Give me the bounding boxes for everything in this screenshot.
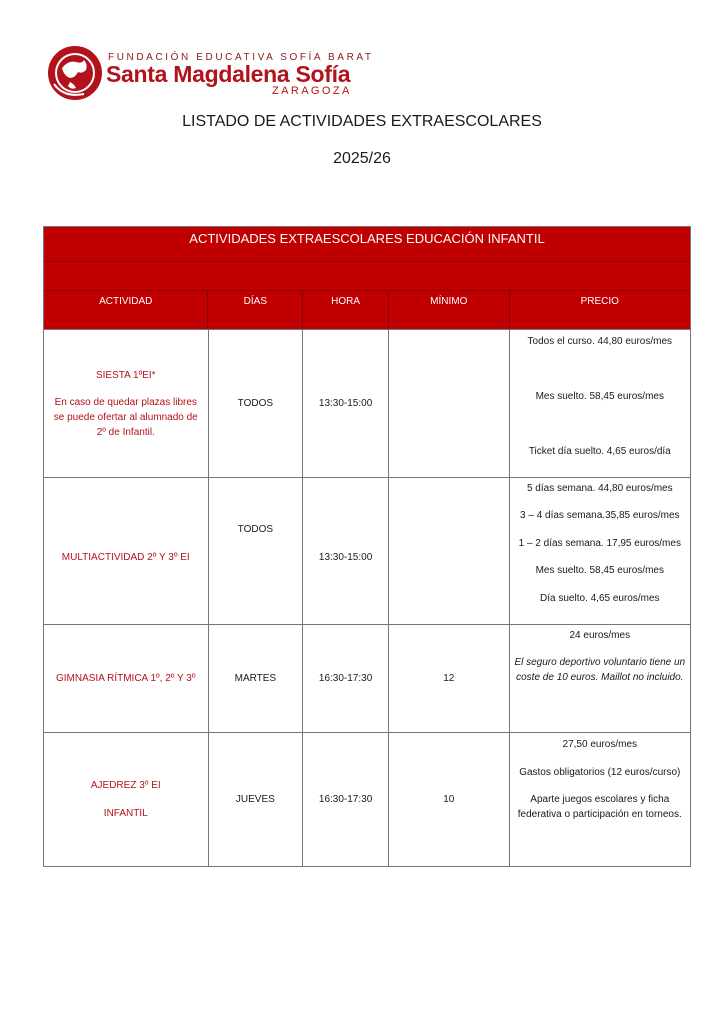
activities-table <box>43 226 691 867</box>
table-heading-spacer <box>44 261 690 290</box>
hour-cell: 13:30-15:00 <box>303 330 389 477</box>
activity-cell <box>44 625 209 732</box>
price-note: coste de 10 euros. Maillot no incluido. <box>516 672 684 683</box>
activity-note: se puede ofertar al alumnado de <box>53 411 198 423</box>
table-row <box>44 329 690 477</box>
hour-cell: 16:30-17:30 <box>303 733 389 866</box>
price-line: Mes suelto. 58,45 euros/mes <box>535 391 664 402</box>
price-line: federativa o participación en torneos. <box>517 809 682 820</box>
school-logo <box>46 42 374 104</box>
activity-cell <box>44 330 209 477</box>
column-header-hour: HORA <box>303 291 389 329</box>
price-note: El seguro deportivo voluntario tiene un <box>514 657 686 668</box>
activity-cell <box>44 478 209 624</box>
table-header-row <box>44 290 690 329</box>
price-line: 27,50 euros/mes <box>562 739 638 750</box>
table-row <box>44 624 690 732</box>
price-line: Día suelto. 4,65 euros/mes <box>540 593 660 604</box>
activity-name: SIESTA 1ºEI* <box>95 369 156 381</box>
column-header-price: PRECIO <box>580 296 619 307</box>
price-line: 24 euros/mes <box>569 630 631 641</box>
activity-name: INFANTIL <box>103 807 148 819</box>
price-line: Gastos obligatorios (12 euros/curso) <box>519 767 681 778</box>
table-row <box>44 732 690 866</box>
globe-emblem-icon <box>46 44 104 102</box>
price-line: Todos el curso. 44,80 euros/mes <box>527 336 673 347</box>
minimum-cell <box>389 330 510 477</box>
price-line: Aparte juegos escolares y ficha <box>530 794 670 805</box>
activity-name: GIMNASIA RÍTMICA 1º, 2º Y 3º <box>55 673 196 684</box>
logo-city: ZARAGOZA <box>272 85 352 97</box>
column-header-days: DÍAS <box>208 291 303 329</box>
activity-cell <box>44 733 209 866</box>
hour-cell: 13:30-15:00 <box>303 478 389 624</box>
minimum-cell: 12 <box>389 625 510 732</box>
document-year: 2025/26 <box>333 150 391 167</box>
price-line: 1 – 2 días semana. 17,95 euros/mes <box>518 538 681 549</box>
table-heading: ACTIVIDADES EXTRAESCOLARES EDUCACIÓN INFANTIL <box>44 227 690 261</box>
price-line: 3 – 4 días semana.35,85 euros/mes <box>520 510 680 521</box>
price-cell <box>510 733 690 866</box>
column-header-minimum: MÍNIMO <box>389 291 510 329</box>
minimum-cell <box>389 478 510 624</box>
days-cell: JUEVES <box>209 733 304 866</box>
table-row <box>44 477 690 624</box>
minimum-cell: 10 <box>389 733 510 866</box>
price-line: 5 días semana. 44,80 euros/mes <box>526 483 673 494</box>
days-cell <box>209 478 304 624</box>
document-title: LISTADO DE ACTIVIDADES EXTRAESCOLARES <box>182 113 542 130</box>
days-cell: TODOS <box>209 330 304 477</box>
price-cell <box>510 330 690 477</box>
price-line: Mes suelto. 58,45 euros/mes <box>535 565 664 576</box>
price-cell <box>510 478 690 624</box>
hour-cell: 16:30-17:30 <box>303 625 389 732</box>
activity-name: MULTIACTIVIDAD 2º Y 3º EI <box>61 551 190 563</box>
activity-note: En caso de quedar plazas libres <box>54 396 197 408</box>
activity-note: 2º de Infantil. <box>96 426 155 438</box>
activity-name: AJEDREZ 3º EI <box>90 779 161 791</box>
logo-foundation-name: FUNDACIÓN EDUCATIVA SOFÍA BARAT <box>108 52 374 63</box>
days-cell: MARTES <box>209 625 304 732</box>
logo-school-name: Santa Magdalena Sofía <box>106 61 351 87</box>
price-cell <box>510 625 690 732</box>
price-line: Ticket día suelto. 4,65 euros/día <box>528 446 671 457</box>
days-value: TODOS <box>237 524 274 535</box>
column-header-activity: ACTIVIDAD <box>44 291 208 329</box>
